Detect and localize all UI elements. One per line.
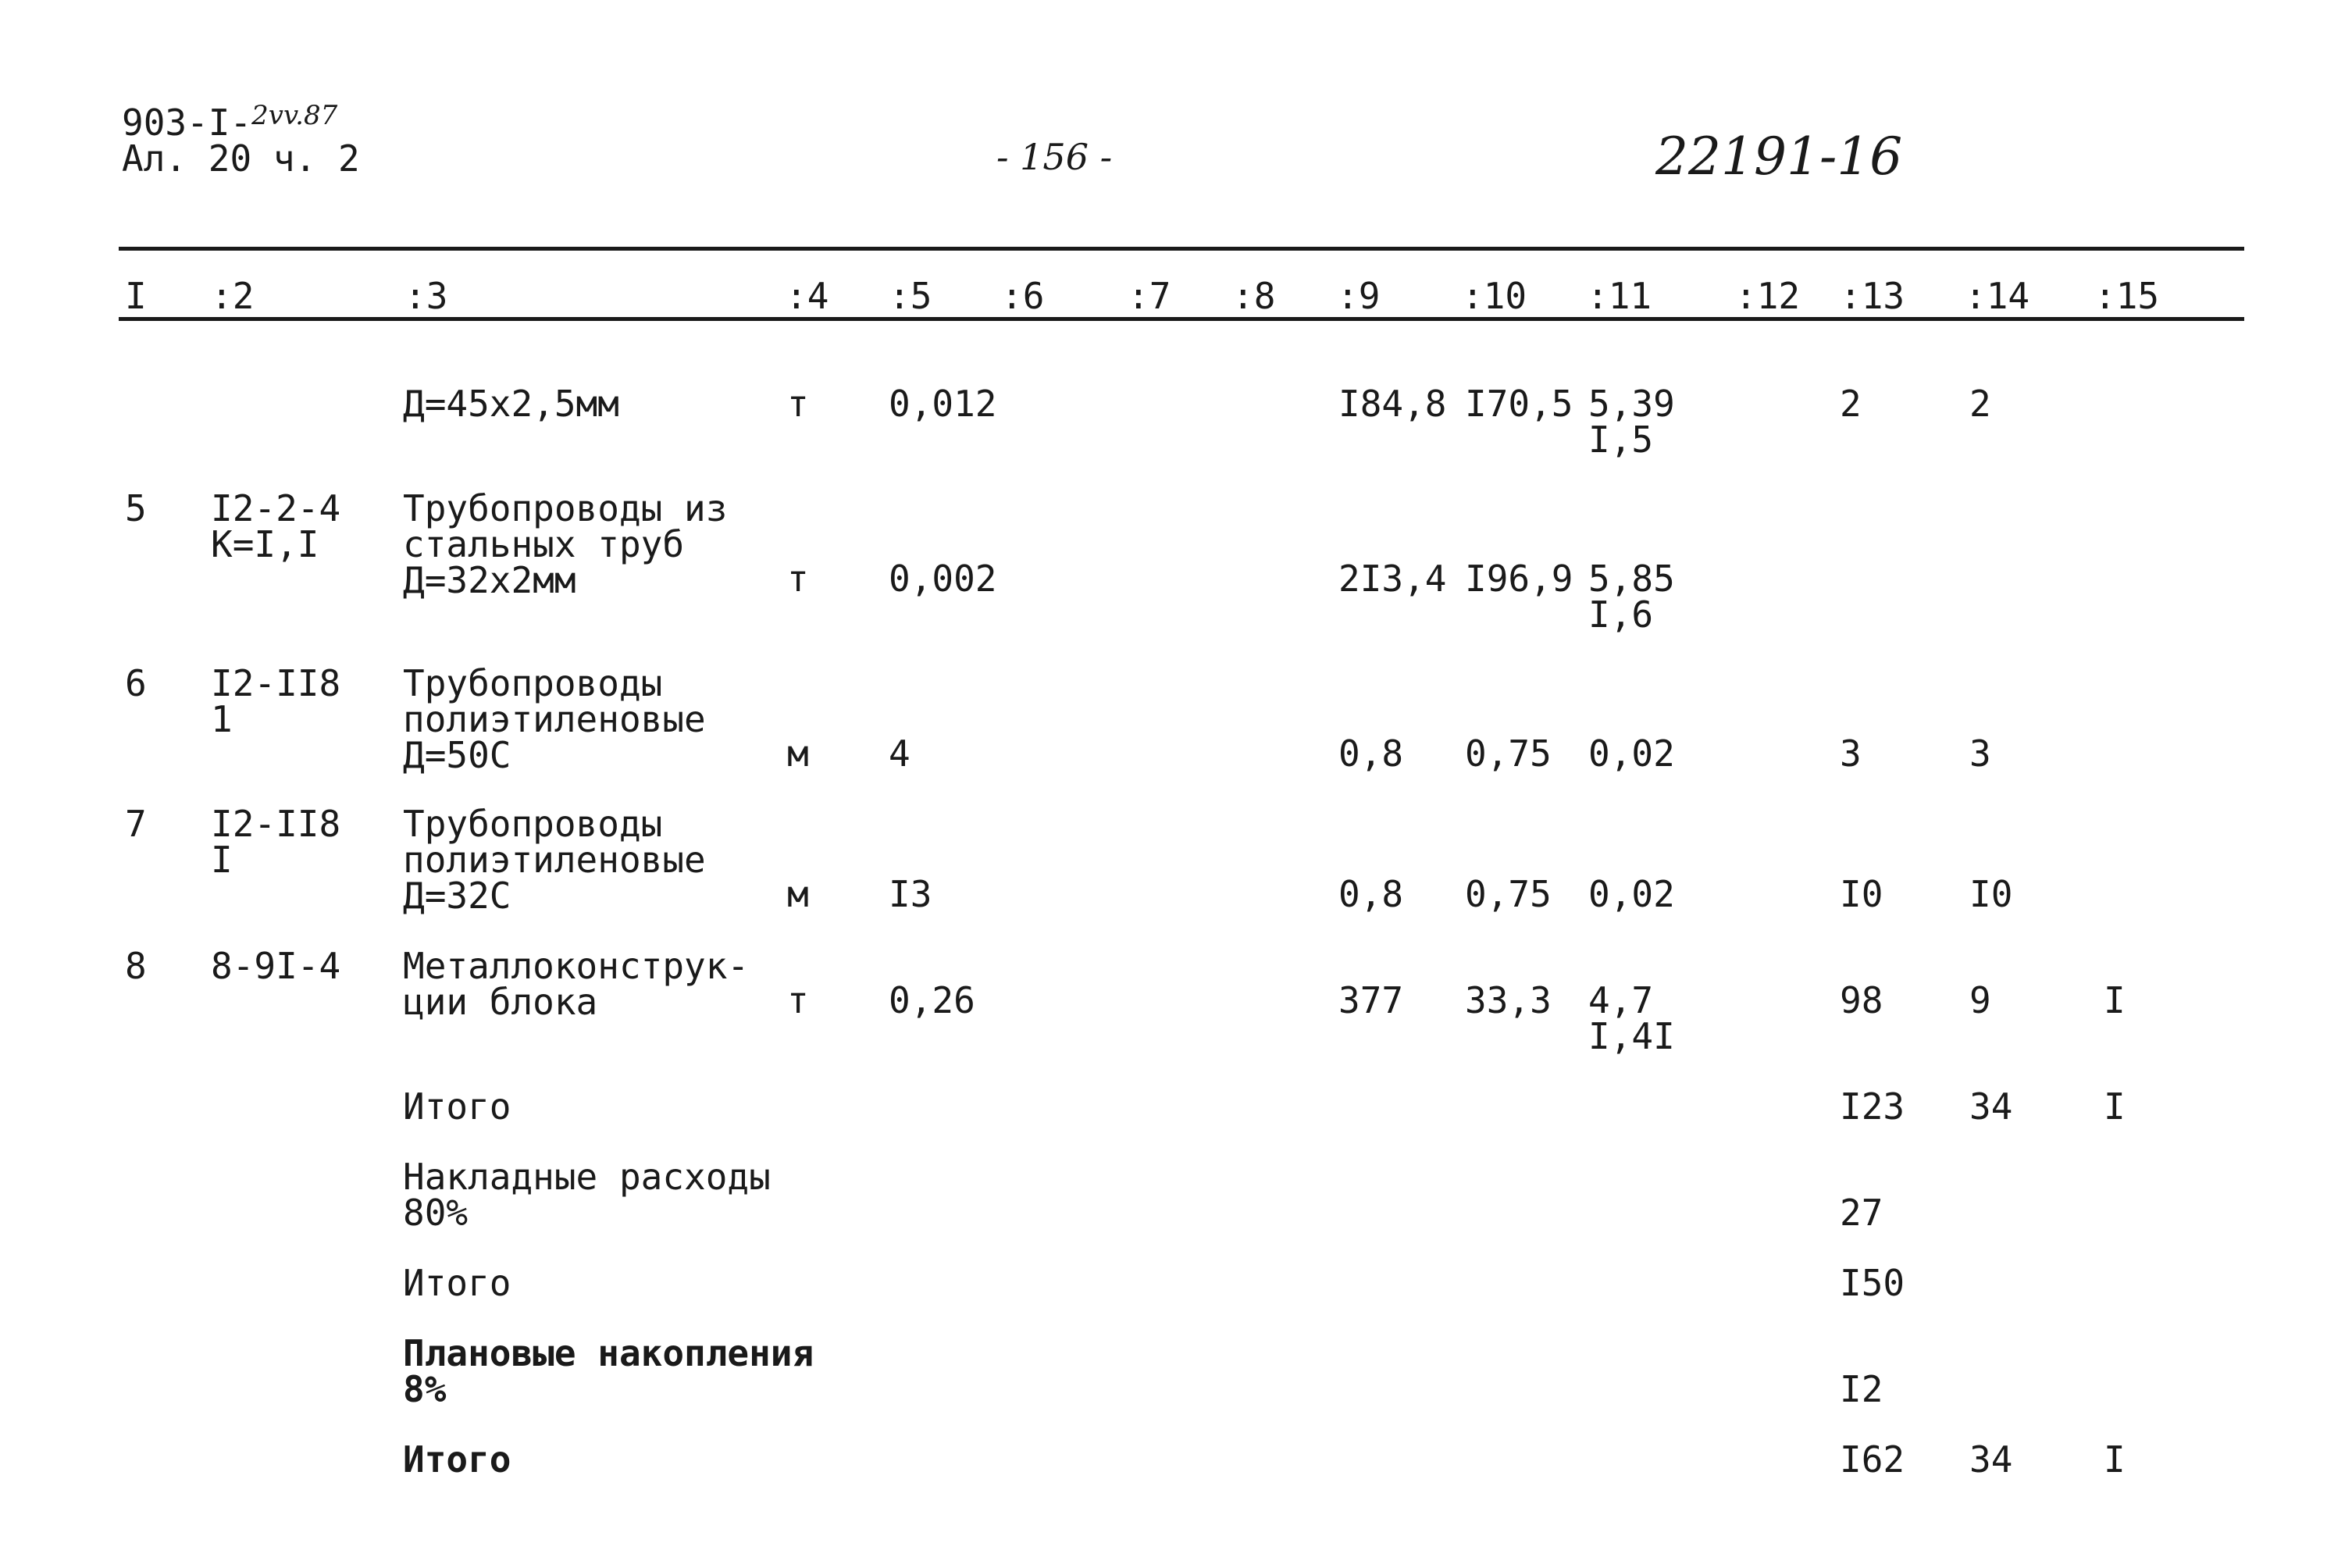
- item-quantity: I3: [889, 873, 932, 915]
- item-col11: 0,02: [1588, 873, 1675, 915]
- item-col10: 33,3: [1465, 979, 1552, 1021]
- total-label: Итого: [403, 1262, 511, 1304]
- item-col9: 0,8: [1338, 732, 1404, 775]
- table-top-rule: [119, 247, 2244, 251]
- item-quantity: 0,002: [889, 558, 997, 600]
- grand-total-col13: I62: [1840, 1438, 1905, 1481]
- column-header: :3: [404, 275, 448, 317]
- item-col14: I0: [1969, 873, 2013, 915]
- overhead-col13: 27: [1840, 1192, 1883, 1234]
- item-col14: 9: [1969, 979, 1991, 1021]
- item-code: 8-9I-4: [211, 945, 341, 987]
- item-col9: 377: [1338, 979, 1404, 1021]
- column-header: :7: [1128, 275, 1171, 317]
- item-quantity: 4: [889, 732, 911, 775]
- total-col13: I50: [1840, 1262, 1905, 1304]
- column-header: :12: [1735, 275, 1801, 317]
- item-col14: 2: [1969, 383, 1991, 425]
- column-header: :5: [889, 275, 932, 317]
- item-unit: м: [787, 732, 809, 775]
- grand-total-col15: I: [2104, 1438, 2126, 1481]
- column-header: :11: [1587, 275, 1652, 317]
- total-label: Итого: [403, 1085, 511, 1128]
- item-name: Трубопроводы из стальных труб Д=32x2мм: [403, 487, 728, 601]
- item-number: 8: [125, 945, 147, 987]
- item-code: I2-2-4 К=I,I: [211, 487, 341, 565]
- item-name: Д=45x2,5мм: [403, 383, 619, 425]
- column-header: :4: [786, 275, 829, 317]
- item-col11: 0,02: [1588, 732, 1675, 775]
- item-col9: 0,8: [1338, 873, 1404, 915]
- item-quantity: 0,012: [889, 383, 997, 425]
- document-code-handwritten: 2vv.87: [251, 100, 338, 131]
- item-col10: I70,5: [1465, 383, 1573, 425]
- column-header: :6: [1001, 275, 1045, 317]
- total-col15: I: [2104, 1085, 2126, 1128]
- item-number: 5: [125, 487, 147, 529]
- item-col13: 2: [1840, 383, 1862, 425]
- item-number: 6: [125, 662, 147, 704]
- document-code: 903-I-: [122, 102, 252, 144]
- item-code: I2-II8 I: [211, 803, 341, 881]
- column-header: :15: [2094, 275, 2160, 317]
- grand-total-col14: 34: [1969, 1438, 2013, 1481]
- item-col14: 3: [1969, 732, 1991, 775]
- item-unit: м: [787, 873, 809, 915]
- album-part: Ал. 20 ч. 2: [122, 137, 360, 180]
- page-number: - 156 -: [996, 136, 1113, 178]
- item-col10: 0,75: [1465, 873, 1552, 915]
- column-header: :8: [1232, 275, 1276, 317]
- item-unit: т: [787, 558, 809, 600]
- item-col11: 5,85 I,6: [1588, 558, 1675, 636]
- column-header: I: [125, 275, 147, 317]
- item-col10: I96,9: [1465, 558, 1573, 600]
- item-name: Металлоконструк- ции блока: [403, 945, 750, 1023]
- item-col13: 98: [1840, 979, 1883, 1021]
- column-header: :13: [1840, 275, 1905, 317]
- column-header: :10: [1462, 275, 1527, 317]
- item-col13: 3: [1840, 732, 1862, 775]
- planned-savings-col13: I2: [1840, 1368, 1883, 1410]
- item-col11: 5,39 I,5: [1588, 383, 1675, 461]
- item-col13: I0: [1840, 873, 1883, 915]
- total-col14: 34: [1969, 1085, 2013, 1128]
- item-name: Трубопроводы полиэтиленовые Д=50С: [403, 662, 706, 776]
- item-col10: 0,75: [1465, 732, 1552, 775]
- table-header-rule: [119, 317, 2244, 321]
- item-number: 7: [125, 803, 147, 845]
- item-unit: т: [787, 979, 809, 1021]
- grand-total-label: Итого: [403, 1438, 511, 1481]
- item-col9: I84,8: [1338, 383, 1447, 425]
- planned-savings-label: Плановые накопления 8%: [403, 1332, 814, 1410]
- item-name: Трубопроводы полиэтиленовые Д=32С: [403, 803, 706, 917]
- column-header: :14: [1965, 275, 2030, 317]
- overhead-label: Накладные расходы 80%: [403, 1156, 771, 1234]
- sheet-number: 22191-16: [1655, 127, 1903, 187]
- column-header: :2: [211, 275, 255, 317]
- item-unit: т: [787, 383, 809, 425]
- total-col13: I23: [1840, 1085, 1905, 1128]
- item-col15: I: [2104, 979, 2126, 1021]
- column-header: :9: [1337, 275, 1381, 317]
- item-quantity: 0,26: [889, 979, 975, 1021]
- item-col11: 4,7 I,4I: [1588, 979, 1675, 1057]
- item-col9: 2I3,4: [1338, 558, 1447, 600]
- item-code: I2-II8 1: [211, 662, 341, 740]
